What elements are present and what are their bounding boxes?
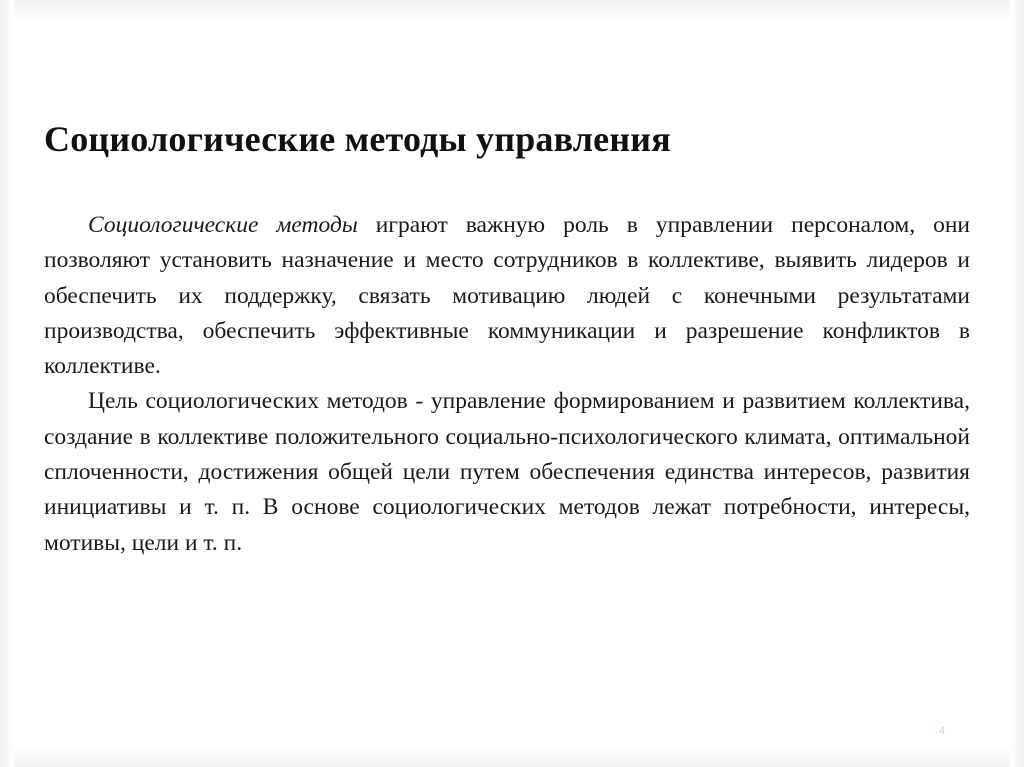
slide-body xyxy=(44,208,970,561)
slide-edge-shadow-top xyxy=(0,0,1024,22)
slide-edge-shadow-right xyxy=(1010,0,1024,767)
slide-edge-shadow-bottom xyxy=(0,745,1024,767)
slide-title: Социологические методы управления xyxy=(44,119,671,159)
slide-edge-shadow-left xyxy=(0,0,14,767)
body-paragraph-2 xyxy=(44,384,970,560)
paragraph-lead-term: Социологические методы xyxy=(88,212,358,238)
paragraph-text: Цель социологических методов - управление формированием и развитием коллектива, создание в коллективе положительного социально-психологического климата, оптимальной сплоченности, достижения общей цели путем обеспечения единства интересов, развития инициативы и т. п. В основе социологических методов лежат потребности, интересы, мотивы, цели и т. п. xyxy=(44,388,970,556)
body-paragraph-1 xyxy=(44,208,970,384)
page-number: 4 xyxy=(938,725,946,737)
paragraph-text: играют важную роль в управлении персоналом, они позволяют установить назначение и место сотрудников в коллективе, выявить лидеров и обеспечить их поддержку, связать мотивацию людей с конечными результатами производства, обеспечить эффективные коммуникации и разрешение конфликтов в коллективе. xyxy=(44,212,971,380)
